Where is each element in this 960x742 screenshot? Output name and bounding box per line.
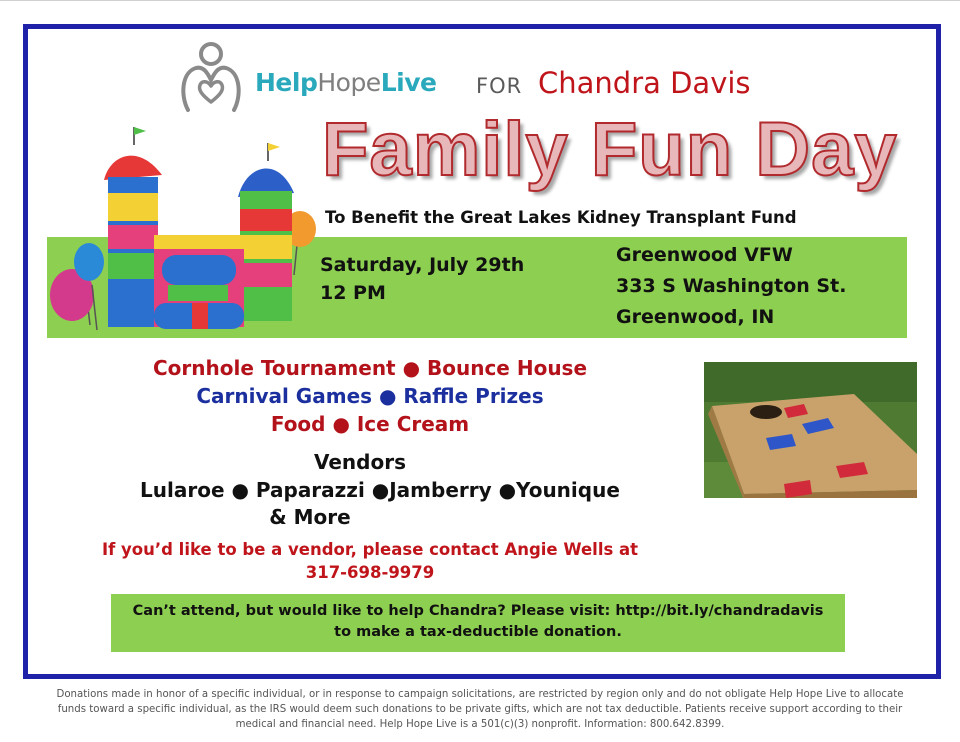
donation-text-line-1: Can’t attend, but would like to help Chandra? Please visit: http://bit.ly/chandradavis: [132, 603, 824, 619]
activities-line-2: Carnival Games ● Raffle Prizes: [196, 384, 544, 408]
event-location: [616, 240, 846, 333]
cornhole-board-photo: [704, 362, 917, 498]
vendors-more: & More: [269, 505, 351, 529]
help-hope-live-logo-icon: [178, 40, 244, 116]
vendor-contact-phone: 317-698-9979: [305, 563, 435, 582]
logo-live: Live: [380, 68, 437, 97]
for-label: FOR: [476, 74, 523, 98]
top-divider: [0, 0, 960, 1]
event-date: Saturday, July 29th: [320, 254, 525, 276]
event-date-time: [320, 251, 524, 307]
event-title: Family Fun Day: [322, 107, 898, 192]
donation-text-line-2: to make a tax-deductible donation.: [334, 624, 622, 640]
vendors-list: Lularoe ● Paparazzi ●Jamberry ●Younique: [140, 478, 620, 502]
venue-street: 333 S Washington St.: [616, 275, 847, 297]
venue-city: Greenwood, IN: [616, 306, 775, 328]
vendors-heading: Vendors: [313, 450, 406, 474]
logo-help: Help: [255, 68, 318, 97]
footer-disclaimer: Donations made in honor of a specific individual, or in response to campaign solicitations, are restricted by region only and do not obligate Help Hope Live to allocate funds toward a specific individual, as the IRS would deem such donations to be private gifts, which are not tax deductible. Patients receive support according to their medical and financial need. Help Hope Live is a 501(c)(3) nonprofit. Information: 800.642.8399.: [56, 689, 904, 730]
venue-name: Greenwood VFW: [616, 244, 793, 266]
vendor-contact-text: If you’d like to be a vendor, please contact Angie Wells at: [101, 540, 639, 559]
benefit-line: To Benefit the Great Lakes Kidney Transplant Fund: [325, 208, 797, 227]
activities-line-1: Cornhole Tournament ● Bounce House: [152, 356, 588, 380]
donation-box: [111, 594, 845, 652]
beneficiary-name: Chandra Davis: [538, 66, 751, 100]
logo-hope: Hope: [317, 68, 381, 97]
activities-line-3: Food ● Ice Cream: [270, 412, 470, 436]
help-hope-live-logo-text: [255, 68, 436, 97]
event-time: 12 PM: [320, 282, 386, 304]
bounce-house-illustration: [42, 125, 327, 340]
